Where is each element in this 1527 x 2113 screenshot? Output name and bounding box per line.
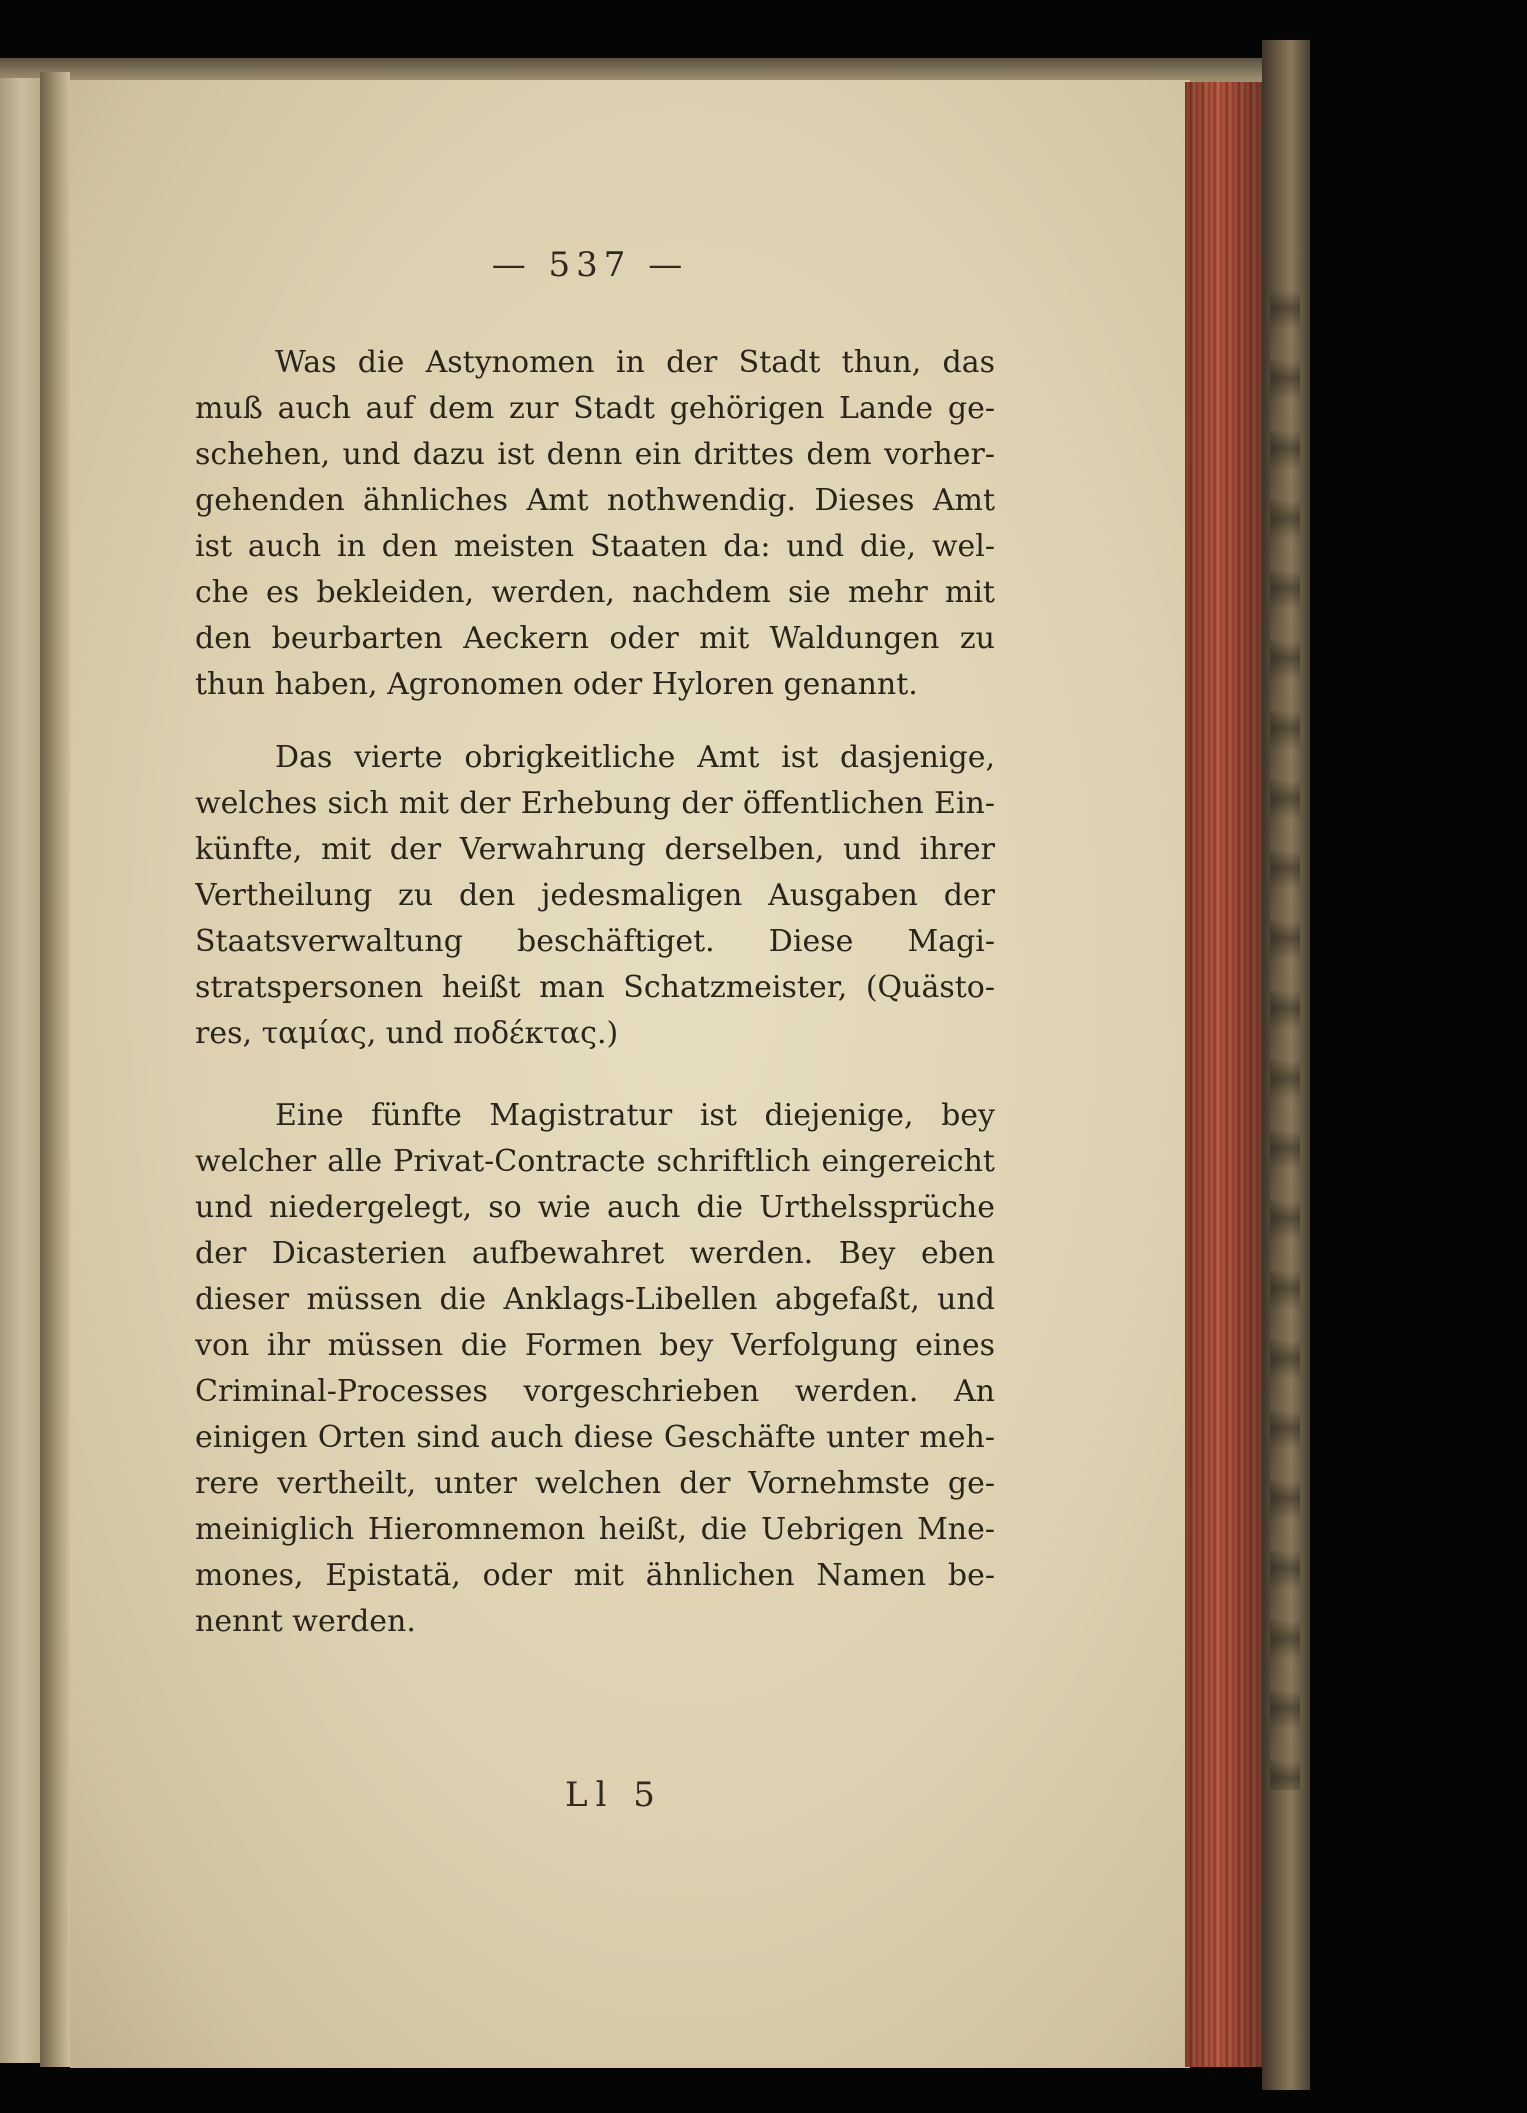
cover-wear <box>1270 290 1300 1790</box>
text-line: dieser müssen die Anklags-Libellen abgefaßt, und <box>195 1282 995 1317</box>
text-line: nennt werden. <box>195 1604 416 1639</box>
text-line: der Dicasterien aufbewahret werden. Bey eben <box>195 1236 995 1271</box>
text-line: künfte, mit der Verwahrung derselben, und ihrer <box>195 832 995 867</box>
text-line: thun haben, Agronomen oder Hyloren genannt. <box>195 667 918 702</box>
text-line: Eine fünfte Magistratur ist diejenige, bey <box>275 1098 995 1133</box>
page-edge-shading <box>1185 82 1265 2067</box>
text-line: meiniglich Hieromnemon heißt, die Uebrigen Mne- <box>195 1512 995 1547</box>
text-line: einigen Orten sind auch diese Geschäfte unter meh- <box>195 1420 995 1455</box>
text-line: Criminal-Processes vorgeschrieben werden. An <box>195 1374 995 1409</box>
text-line: welches sich mit der Erhebung der öffentlichen Ein- <box>195 786 995 821</box>
text-line: res, ταμίας, und ποδέκτας.) <box>195 1016 619 1051</box>
text-line: von ihr müssen die Formen bey Verfolgung eines <box>195 1328 995 1363</box>
gutter-shadow <box>40 72 70 2067</box>
text-line: welcher alle Privat-Contracte schriftlich eingereicht <box>195 1144 995 1179</box>
text-line: muß auch auf dem zur Stadt gehörigen Lande ge- <box>195 391 995 426</box>
text-line: Das vierte obrigkeitliche Amt ist dasjenige, <box>275 740 995 775</box>
text-line: Staatsverwaltung beschäftiget. Diese Magi- <box>195 924 995 959</box>
text-line: und niedergelegt, so wie auch die Urthelssprüche <box>195 1190 995 1225</box>
text-line: den beurbarten Aeckern oder mit Waldungen zu <box>195 621 995 656</box>
text-line: che es bekleiden, werden, nachdem sie mehr mit <box>195 575 995 610</box>
text-line: mones, Epistatä, oder mit ähnlichen Namen be- <box>195 1558 995 1593</box>
left-facing-page <box>0 78 40 2063</box>
text-line: Vertheilung zu den jedesmaligen Ausgaben der <box>195 878 995 913</box>
page-number: — 537 — <box>491 245 689 285</box>
text-line: Was die Astynomen in der Stadt thun, das <box>275 345 995 380</box>
signature-mark: Ll 5 <box>565 1775 663 1815</box>
text-line: gehenden ähnliches Amt nothwendig. Dieses Amt <box>195 483 995 518</box>
text-line: schehen, und dazu ist denn ein drittes dem vorher- <box>195 437 995 472</box>
text-line: ist auch in den meisten Staaten da: und die, wel- <box>195 529 995 564</box>
text-line: rere vertheilt, unter welchen der Vornehmste ge- <box>195 1466 995 1501</box>
text-line: stratspersonen heißt man Schatzmeister, (Quästo- <box>195 970 995 1005</box>
